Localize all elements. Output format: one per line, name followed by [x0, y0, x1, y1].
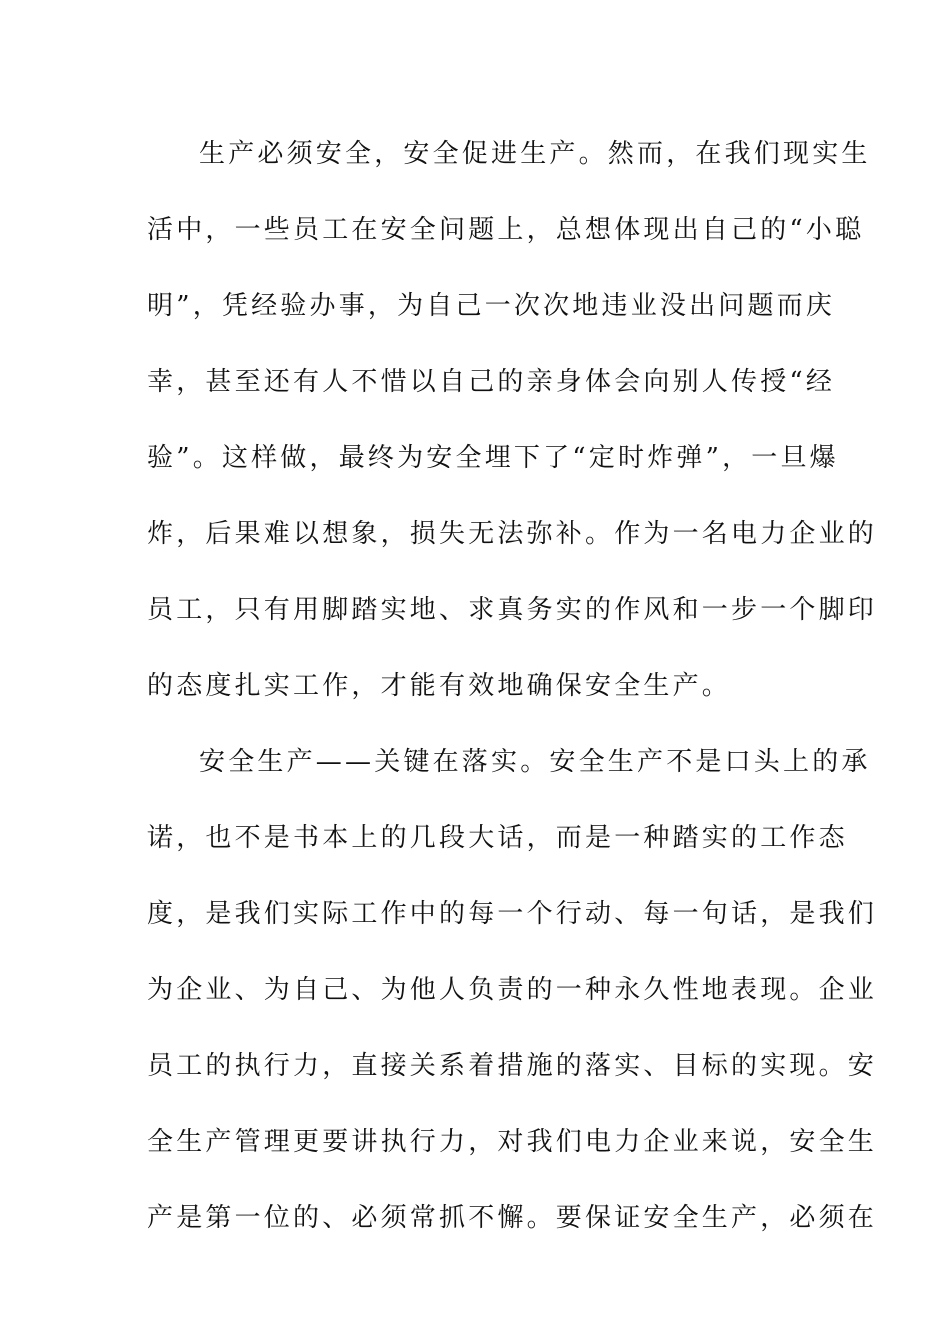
text-line: 为企业、为自己、为他人负责的一种永久性地表现。企业 — [147, 975, 878, 1005]
text-line: 生产必须安全，安全促进生产。然而，在我们现实生 — [199, 139, 871, 169]
text-line: 员工，只有用脚踏实地、求真务实的作风和一步一个脚印 — [147, 595, 878, 625]
text-line: 幸，甚至还有人不惜以自己的亲身体会向别人传授“经 — [147, 367, 836, 397]
text-line: 诺，也不是书本上的几段大话，而是一种踏实的工作态 — [147, 823, 848, 853]
document-body — [147, 128, 878, 1268]
text-line: 明”，凭经验办事，为自己一次次地违业没出问题而庆 — [147, 291, 836, 321]
text-line: 验”。这样做，最终为安全埋下了“定时炸弹”，一旦爆 — [147, 443, 839, 473]
text-line: 员工的执行力，直接关系着措施的落实、目标的实现。安 — [147, 1051, 878, 1081]
text-line: 全生产管理更要讲执行力，对我们电力企业来说，安全生 — [147, 1127, 878, 1157]
text-line: 安全生产——关键在落实。安全生产不是口头上的承 — [199, 747, 871, 777]
paragraph-1 — [147, 128, 878, 736]
paragraph-2 — [147, 736, 878, 1268]
text-line: 活中，一些员工在安全问题上，总想体现出自己的“小聪 — [147, 215, 865, 245]
text-line: 度，是我们实际工作中的每一个行动、每一句话，是我们 — [147, 899, 878, 929]
text-line: 产是第一位的、必须常抓不懈。要保证安全生产，必须在 — [147, 1203, 878, 1233]
text-line: 的态度扎实工作，才能有效地确保安全生产。 — [147, 671, 732, 701]
text-line: 炸，后果难以想象，损失无法弥补。作为一名电力企业的 — [147, 519, 878, 549]
